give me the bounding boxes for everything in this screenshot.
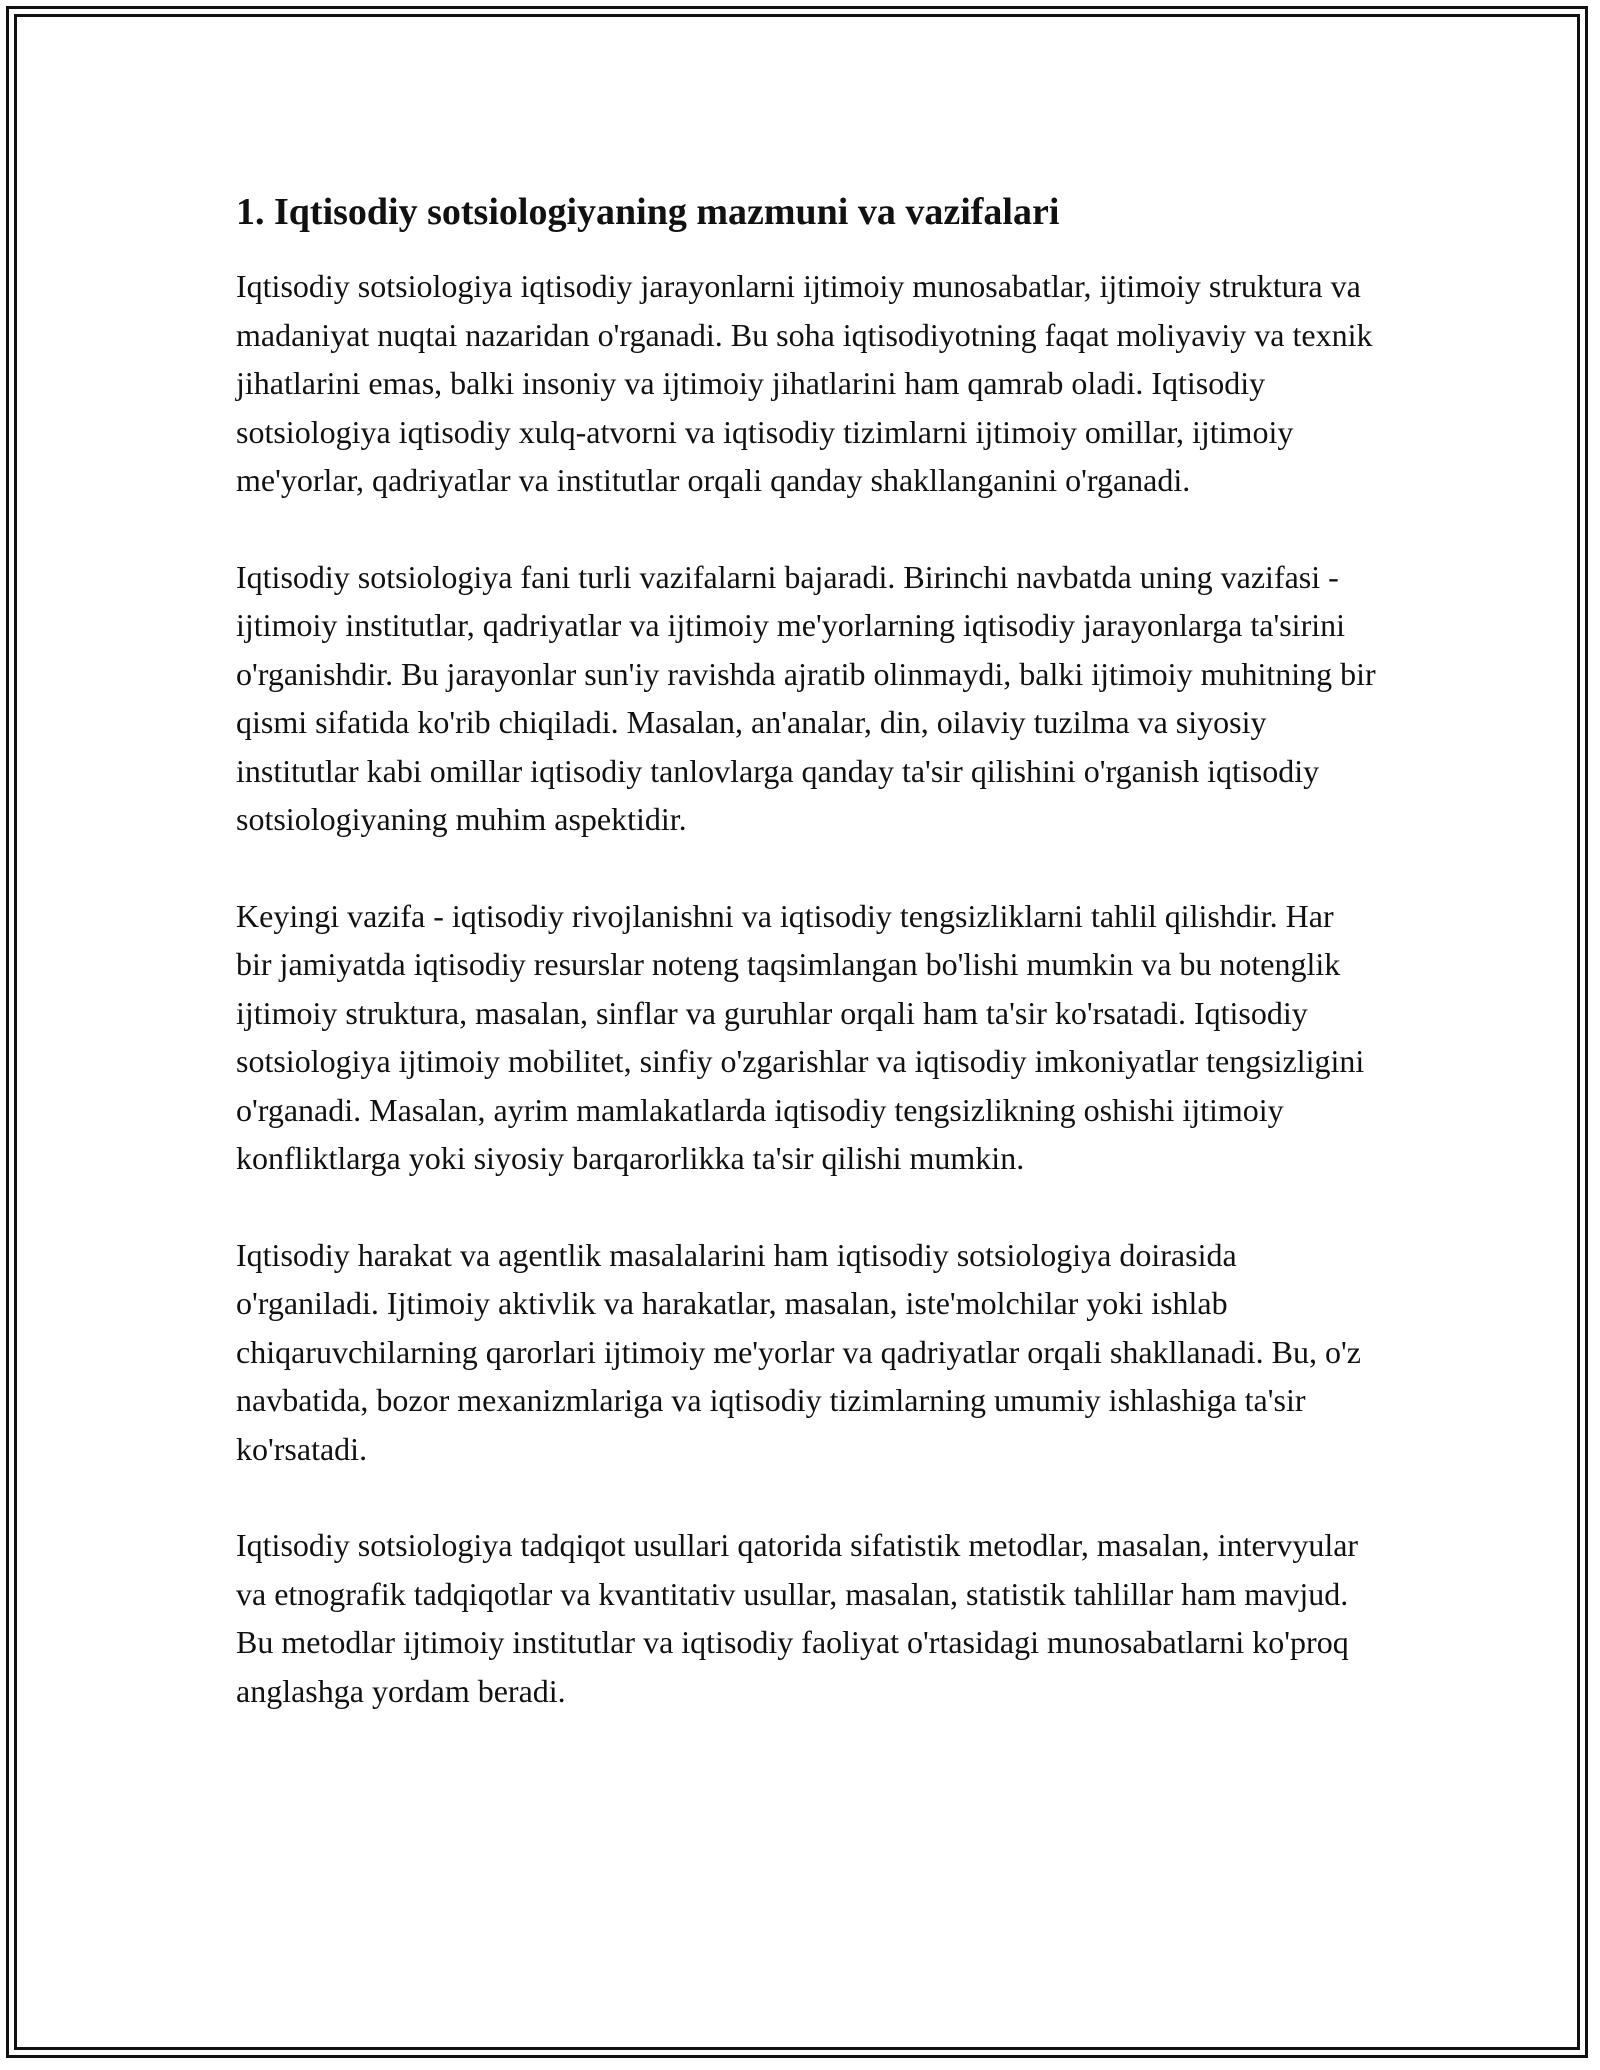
section-heading: 1. Iqtisodiy sotsiologiyaning mazmuni va vazifalari bbox=[236, 191, 1060, 233]
document-body bbox=[236, 186, 1376, 1763]
paragraph-4: Iqtisodiy harakat va agentlik masalalarini ham iqtisodiy sotsiologiya doirasida o'rganiladi. Ijtimoiy aktivlik va harakatlar, masalan, iste'molchilar yoki ishlab chiqaruvchilarning qarorlari ijtimoiy me'yorlar va qadriyatlar orqali shakllanadi. Bu, o'z navbatida, bozor mexanizmlariga va iqtisodiy tizimlarning umumiy ishlashiga ta'sir ko'rsatadi. bbox=[236, 1236, 1361, 1467]
paragraph-1: Iqtisodiy sotsiologiya iqtisodiy jarayonlarni ijtimoiy munosabatlar, ijtimoiy struktura va madaniyat nuqtai nazaridan o'rganadi. Bu soha iqtisodiyotning faqat moliyaviy va texnik jihatlarini emas, balki insoniy va ijtimoiy jihatlarini ham qamrab oladi. Iqtisodiy sotsiologiya iqtisodiy xulq-atvorni va iqtisodiy tizimlarni ijtimoiy omillar, ijtimoiy me'yorlar, qadriyatlar va institutlar orqali qanday shakllanganini o'rganadi. bbox=[236, 268, 1373, 498]
paragraph-5: Iqtisodiy sotsiologiya tadqiqot usullari qatorida sifatistik metodlar, masalan, intervyular va etnografik tadqiqotlar va kvantitativ usullar, masalan, statistik tahlillar ham mavjud. Bu metodlar ijtimoiy institutlar va iqtisodiy faoliyat o'rtasidagi munosabatlarni ko'proq anglashga yordam beradi. bbox=[236, 1527, 1359, 1709]
paragraph-2: Iqtisodiy sotsiologiya fani turli vazifalarni bajaradi. Birinchi navbatda uning vazifasi - ijtimoiy institutlar, qadriyatlar va ijtimoiy me'yorlarning iqtisodiy jarayonlarga ta'sirini o'rganishdir. Bu jarayonlar sun'iy ravishda ajratib olinmaydi, balki ijtimoiy muhitning bir qismi sifatida ko'rib chiqiladi. Masalan, an'analar, din, oilaviy tuzilma va siyosiy institutlar kabi omillar iqtisodiy tanlovlarga qanday ta'sir qilishini o'rganish iqtisodiy sotsiologiyaning muhim aspektidir. bbox=[236, 558, 1376, 837]
paragraph-3: Keyingi vazifa - iqtisodiy rivojlanishni va iqtisodiy tengsizliklarni tahlil qilishdir. Har bir jamiyatda iqtisodiy resurslar noteng taqsimlangan bo'lishi mumkin va bu notenglik ijtimoiy struktura, masalan, sinflar va guruhlar orqali ham ta'sir ko'rsatadi. Iqtisodiy sotsiologiya ijtimoiy mobilitet, sinfiy o'zgarishlar va iqtisodiy imkoniyatlar tengsizligini o'rganadi. Masalan, ayrim mamlakatlarda iqtisodiy tengsizlikning oshishi ijtimoiy konfliktlarga yoki siyosiy barqarorlikka ta'sir qilishi mumkin. bbox=[236, 897, 1365, 1176]
